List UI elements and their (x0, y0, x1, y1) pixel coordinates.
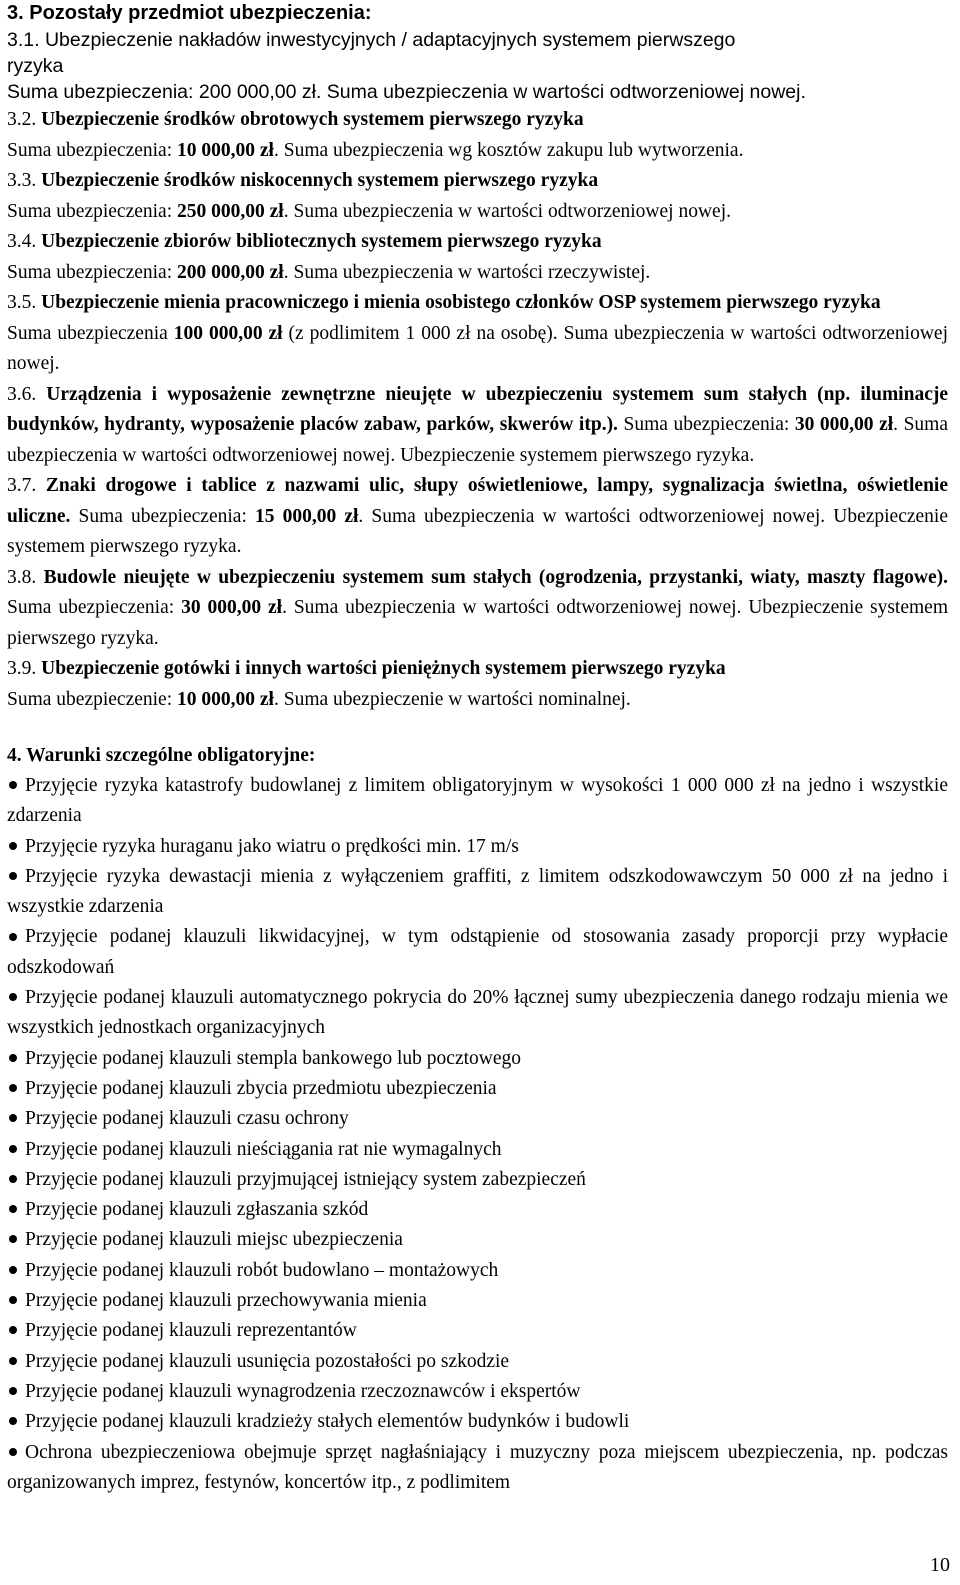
sum-amount: 10 000,00 zł (177, 139, 274, 161)
sum-description: . Suma ubezpieczenia w wartości odtworzeniowej nowej. Ubezpieczenie systemem pierwszego ryzyka. (7, 505, 948, 557)
item-number: 3.2. (7, 109, 37, 130)
sum-description: . Suma ubezpieczenia w wartości odtworzeniowej nowej. Ubezpieczenie systemem pierwszego ryzyka. (7, 597, 948, 649)
condition-text: Przyjęcie ryzyka huraganu jako wiatru o prędkości min. 17 m/s (25, 835, 519, 857)
sum-description: . Suma ubezpieczenia wg kosztów zakupu lub wytworzenia. (273, 139, 744, 161)
insurance-item (7, 380, 948, 472)
bullet-icon (9, 1296, 17, 1304)
sum-description: (z podlimitem 1 000 zł na osobę). Suma ubezpieczenia w wartości odtworzeniowej nowej. (7, 322, 949, 374)
sum-amount: 30 000,00 zł (794, 414, 894, 435)
sum-amount: 200 000,00 zł (177, 261, 284, 283)
sum-amount: 100 000,00 zł (173, 322, 283, 344)
item-number: 3.8. (7, 566, 37, 588)
condition-item (7, 862, 948, 923)
condition-text: Przyjęcie podanej klauzuli wynagrodzenia rzeczoznawców i ekspertów (25, 1380, 581, 1402)
sum-label: Suma ubezpieczenia: (70, 505, 255, 527)
condition-text: Przyjęcie podanej klauzuli nieściągania rat nie wymagalnych (25, 1138, 502, 1160)
condition-item (7, 1135, 948, 1165)
insurance-item (7, 166, 948, 227)
item-3-1-text: Suma ubezpieczenia: 200 000,00 zł. Suma ubezpieczenia w wartości odtworzeniowej nowej. (7, 81, 806, 103)
insurance-item (7, 105, 948, 166)
conditions-list (7, 771, 948, 1498)
condition-item (7, 1316, 948, 1346)
bullet-icon (9, 1205, 17, 1213)
condition-item (7, 1256, 948, 1286)
condition-text: Przyjęcie podanej klauzuli likwidacyjnej, w tym odstąpienie od stosowania zasady proporcji przy wypłacie odszkodowań (7, 926, 948, 978)
bullet-icon (9, 1448, 17, 1456)
sum-description: . Suma ubezpieczenia w wartości odtworzeniowej nowej. Ubezpieczenie systemem pierwszego ryzyka. (7, 414, 948, 466)
bullet-icon (9, 1387, 17, 1395)
item-number: 3.7. (7, 475, 37, 496)
item-title: Znaki drogowe i tablice z nazwami ulic, słupy oświetleniowe, lampy, sygnalizacja świetlna, oświetlenie uliczne. (7, 475, 949, 527)
condition-item (7, 1347, 948, 1377)
document-page (7, 0, 948, 1498)
bullet-icon (9, 993, 17, 1001)
bullet-icon (9, 872, 17, 880)
item-title: Budowle nieujęte w ubezpieczeniu systemem sum stałych (ogrodzenia, przystanki, wiaty, maszty flagowe). (43, 566, 949, 588)
bullet-icon (9, 1114, 17, 1122)
condition-text: Przyjęcie podanej klauzuli kradzieży stałych elementów budynków i budowli (25, 1411, 630, 1433)
insurance-item (7, 227, 948, 288)
insurance-item (7, 288, 948, 380)
bullet-icon (9, 1175, 17, 1183)
condition-text: Przyjęcie podanej klauzuli zgłaszania szkód (25, 1199, 369, 1221)
bullet-icon (9, 1357, 17, 1365)
bullet-icon (9, 1417, 17, 1425)
item-number: 3.3. (7, 170, 37, 191)
item-3-1-title: 3.1. Ubezpieczenie nakładów inwestycyjnych / adaptacyjnych systemem pierwszego ryzyka Suma ubezpieczenia: 200 000,00 zł. Suma ubezpieczenia w wartości odtworzeniowej nowej. (7, 29, 806, 103)
condition-item (7, 1074, 948, 1104)
condition-item (7, 1407, 948, 1437)
item-title: Ubezpieczenie gotówki i innych wartości pieniężnych systemem pierwszego ryzyka (41, 658, 726, 679)
bullet-icon (9, 1235, 17, 1243)
insurance-item (7, 654, 948, 715)
item-title: Ubezpieczenie mienia pracowniczego i mienia osobistego członków OSP systemem pierwszego ryzyka (41, 292, 881, 313)
condition-text: Przyjęcie podanej klauzuli zbycia przedmiotu ubezpieczenia (25, 1077, 497, 1099)
condition-item (7, 1195, 948, 1225)
condition-item (7, 1377, 948, 1407)
condition-text: Przyjęcie podanej klauzuli miejsc ubezpieczenia (25, 1229, 403, 1251)
bullet-icon (9, 1266, 17, 1274)
item-number: 3.9. (7, 658, 37, 679)
sum-amount: 250 000,00 zł (177, 200, 284, 222)
item-title: Ubezpieczenie środków niskocennych systemem pierwszego ryzyka (41, 170, 599, 191)
condition-text: Przyjęcie podanej klauzuli stempla bankowego lub pocztowego (25, 1047, 522, 1069)
sum-label: Suma ubezpieczenia: (7, 261, 178, 283)
insurance-item (7, 563, 948, 655)
sum-label: Suma ubezpieczenie: (7, 688, 178, 710)
section-4-heading: 4. Warunki szczególne obligatoryjne: (7, 745, 316, 766)
condition-text: Przyjęcie podanej klauzuli robót budowlano – montażowych (25, 1259, 499, 1281)
bullet-icon (9, 1084, 17, 1092)
condition-item (7, 1286, 948, 1316)
condition-text: Przyjęcie ryzyka dewastacji mienia z wyłączeniem graffiti, z limitem odszkodowawczym 50 000 zł na jedno i wszystkie zdarzenia (7, 865, 948, 918)
sum-description: . Suma ubezpieczenia w wartości rzeczywistej. (283, 261, 651, 283)
condition-item (7, 1165, 948, 1195)
item-title: Urządzenia i wyposażenie zewnętrzne nieujęte w ubezpieczeniu systemem sum stałych (np. iluminacje budynków, hydranty, wyposażenie placów zabaw, parków, skwerów itp.). (7, 383, 949, 435)
page-number: 10 (930, 1554, 950, 1576)
bullet-icon (9, 1326, 17, 1334)
condition-text: Przyjęcie podanej klauzuli przyjmującej istniejący system zabezpieczeń (25, 1168, 586, 1190)
condition-text: Przyjęcie podanej klauzuli automatycznego pokrycia do 20% łącznej sumy ubezpieczenia danego rodzaju mienia we wszystkich jednostkach organizacyjnych (7, 987, 948, 1039)
bullet-icon (9, 842, 17, 850)
sum-amount: 30 000,00 zł (181, 597, 283, 618)
sum-label: Suma ubezpieczenia: (7, 139, 178, 161)
condition-text: Przyjęcie podanej klauzuli reprezentantów (25, 1320, 357, 1342)
bullet-icon (9, 933, 17, 941)
sum-description: . Suma ubezpieczenia w wartości odtworzeniowej nowej. (283, 200, 731, 222)
insurance-item (7, 471, 948, 563)
item-number: 3.4. (7, 231, 37, 252)
condition-item (7, 983, 948, 1044)
bullet-icon (9, 1145, 17, 1153)
condition-item (7, 771, 948, 832)
condition-item (7, 832, 948, 862)
items-list (7, 105, 948, 715)
condition-item (7, 1225, 948, 1255)
sum-description: . Suma ubezpieczenie w wartości nominalnej. (273, 688, 631, 710)
sum-amount: 15 000,00 zł (254, 505, 359, 527)
sum-label: Suma ubezpieczenia: (7, 597, 182, 618)
condition-item (7, 1104, 948, 1134)
condition-text: Przyjęcie ryzyka katastrofy budowlanej z limitem obligatoryjnym w wysokości 1 000 000 zł na jedno i wszystkie zdarzenia (7, 775, 948, 827)
item-number: 3.6. (7, 383, 37, 405)
condition-item (7, 922, 948, 983)
item-title: Ubezpieczenie zbiorów bibliotecznych systemem pierwszego ryzyka (41, 231, 602, 252)
condition-text: Przyjęcie podanej klauzuli przechowywania mienia (25, 1290, 427, 1312)
section-3-heading: 3. Pozostały przedmiot ubezpieczenia: (7, 2, 372, 24)
condition-text: Ochrona ubezpieczeniowa obejmuje sprzęt nagłaśniający i muzyczny poza miejscem ubezpieczenia, np. podczas organizowanych imprez, festynów, koncertów itp., z podlimitem (7, 1441, 948, 1493)
bullet-icon (9, 781, 17, 789)
condition-text: Przyjęcie podanej klauzuli czasu ochrony (25, 1108, 349, 1130)
item-number: 3.5. (7, 292, 37, 313)
sum-label: Suma ubezpieczenia (7, 322, 174, 344)
sum-label: Suma ubezpieczenia: (617, 414, 795, 435)
condition-text: Przyjęcie podanej klauzuli usunięcia pozostałości po szkodzie (25, 1350, 510, 1372)
condition-item (7, 1438, 948, 1499)
condition-item (7, 1044, 948, 1074)
sum-amount: 10 000,00 zł (177, 688, 274, 710)
bullet-icon (9, 1054, 17, 1062)
item-title: Ubezpieczenie środków obrotowych systemem pierwszego ryzyka (41, 109, 584, 130)
sum-label: Suma ubezpieczenia: (7, 200, 178, 222)
